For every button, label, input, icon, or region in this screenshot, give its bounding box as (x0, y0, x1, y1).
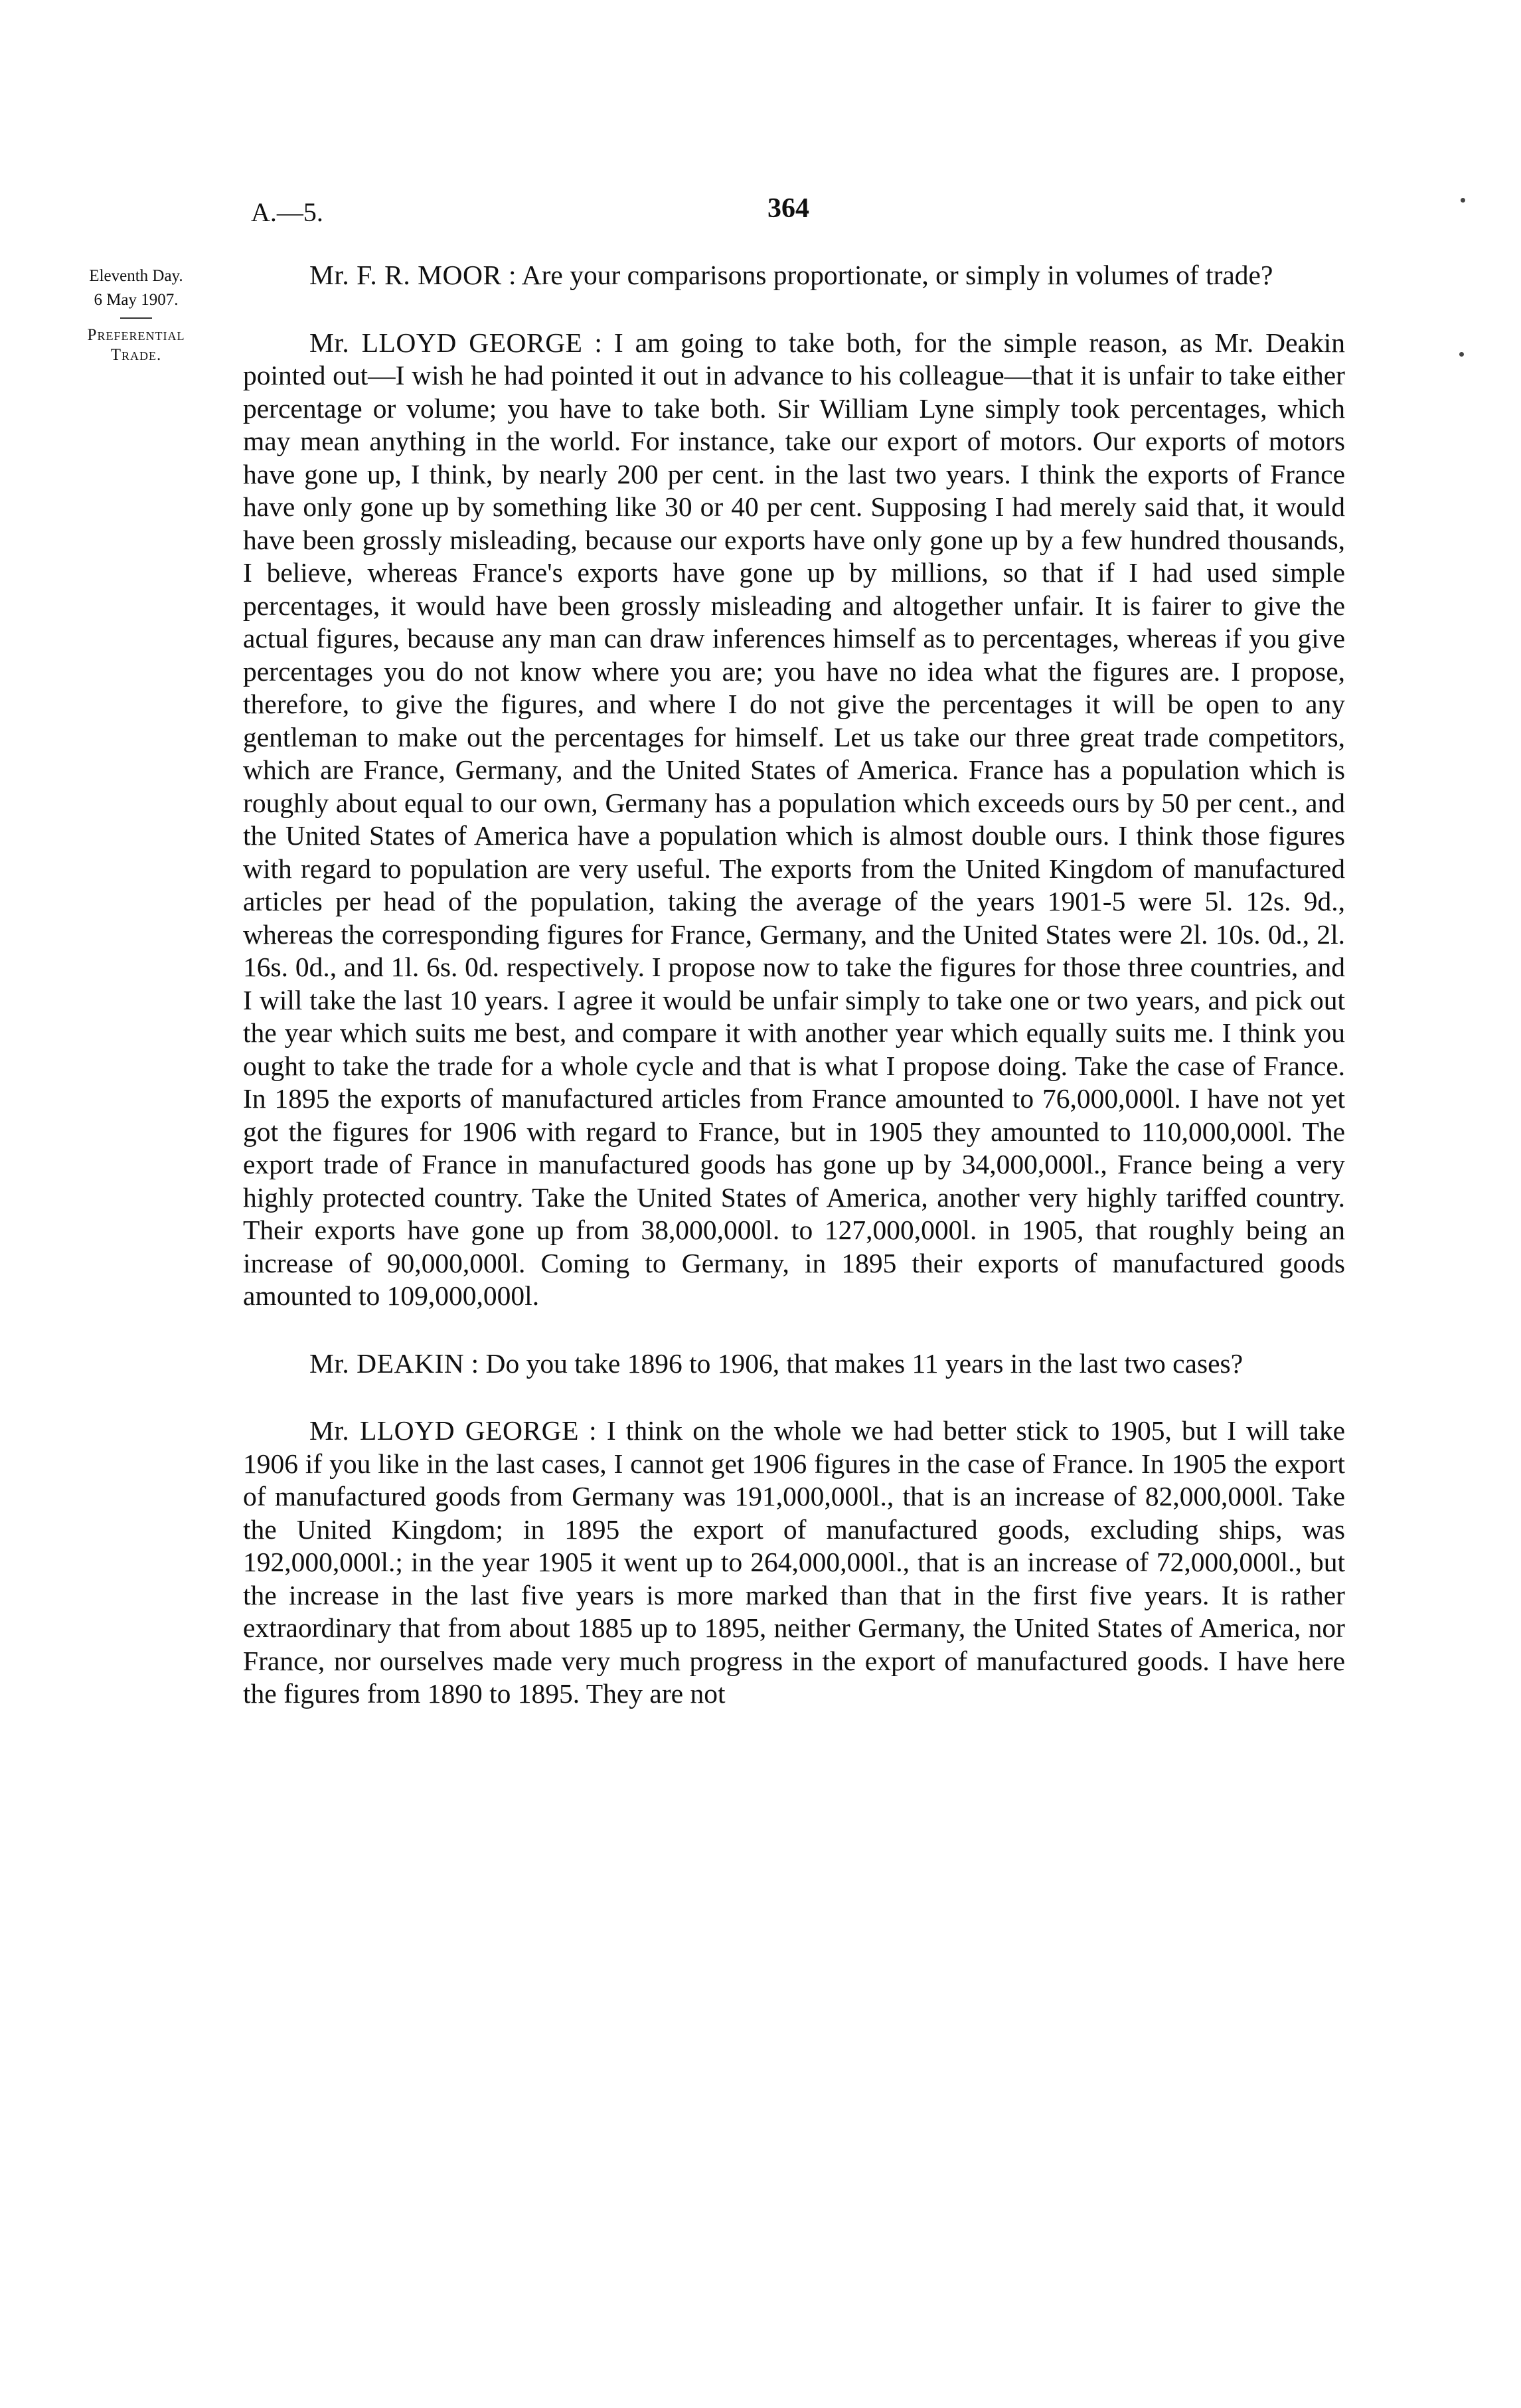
paragraph-lloyd-george-1 (243, 327, 1345, 1313)
margin-day: Eleventh Day. (89, 267, 183, 285)
speech-text: : I am going to take both, for the simple reason, as Mr. Deakin pointed out—I wish he had pointed it out in advance to his colleague—that it is unfair to take either percentage or volume; you have to take both. Sir William Lyne simply took percentages, which may mean anything in the world. For instance, take our export of motors. Our exports of motors have gone up, I think, by nearly 200 per cent. in the last two years. I think the exports of France have only gone up by something like 30 or 40 per cent. Supposing I had merely said that, it would have been grossly misleading, because our exports have only gone up by a few hundred thousands, I believe, whereas France's exports have gone up by millions, so that if I had used simple percentages, it would have been grossly misleading and altogether unfair. It is fairer to give the actual figures, because any man can draw inferences himself as to percentages, whereas if you give percentages you do not know where you are; you have no idea what the figures are. I propose, therefore, to give the figures, and where I do not give the percentages it will be open to any gentleman to make out the percentages for himself. Let us take our three great trade competitors, which are France, Germany, and the United States of America. France has a population which is roughly about equal to our own, Germany has a population which exceeds ours by 50 per cent., and the United States of America have a population which is almost double ours. I think those figures with regard to population are very useful. The exports from the United Kingdom of manufactured articles per head of the population, taking the average of the years 1901-5 were 5l. 12s. 9d., whereas the corresponding figures for France, Germany, and the United States were 2l. 10s. 0d., 2l. 16s. 0d., and 1l. 6s. 0d. respectively. I propose now to take the figures for those three countries, and I will take the last 10 years. I agree it would be unfair simply to take one or two years, and pick out the year which suits me best, and compare it with another year which equally suits me. I think you ought to take the trade for a whole cycle and that is what I propose doing. Take the case of France. In 1895 the exports of manufactured articles from France amounted to 76,000,000l. I have not yet got the figures for 1906 with regard to France, but in 1905 they amounted to 110,000,000l. The export trade of France in manufactured goods has gone up by 34,000,000l., France being a very highly protected country. Take the United States of America, another very highly tariffed country. Their exports have gone up from 38,000,000l. to 127,000,000l. in 1905, that roughly being an increase of 90,000,000l. Coming to Germany, in 1895 their exports of manufactured goods amounted to 109,000,000l. (243, 327, 1345, 1311)
speech-text: : Do you take 1896 to 1906, that makes 11 years in the last two cases? (471, 1347, 1243, 1379)
margin-note (53, 264, 219, 365)
paragraph-deakin (243, 1347, 1345, 1381)
page-speck (1461, 198, 1465, 203)
paragraph-lloyd-george-2 (243, 1415, 1345, 1711)
page-number: 364 (767, 193, 809, 224)
document-body (243, 259, 1345, 1711)
speech-text: : Are your comparisons proportionate, or simply in volumes of trade? (509, 260, 1273, 290)
margin-topic-line1: Preferential (87, 326, 185, 344)
page-speck (1459, 352, 1464, 357)
speaker-name: Mr. LLOYD GEORGE (309, 327, 583, 358)
speech-text: : I think on the whole we had better stick to 1905, but I will take 1906 if you like in the last cases, I cannot get 1906 figures in the case of France. In 1905 the export of manufactured goods from Germany was 191,000,000l., that is an increase of 82,000,000l. Take the United Kingdom; in 1895 the export of manufactured goods, excluding ships, was 192,000,000l.; in the year 1905 it went up to 264,000,000l., that is an increase of 72,000,000l., but the increase in the last five years is more marked than that in the first five years. It is rather extraordinary that from about 1885 up to 1895, neither Germany, the United States of America, nor France, nor ourselves made very much progress in the export of manufactured goods. I have here the figures from 1890 to 1895. They are not (243, 1415, 1345, 1709)
margin-divider (120, 317, 152, 319)
speaker-name: Mr. DEAKIN (309, 1347, 465, 1379)
margin-topic-line2: Trade. (110, 346, 162, 364)
margin-date: 6 May 1907. (94, 291, 179, 309)
speaker-name: Mr. LLOYD GEORGE (309, 1415, 579, 1446)
page-reference: A.—5. (251, 197, 323, 227)
speaker-name: Mr. F. R. MOOR (309, 260, 502, 290)
paragraph-moor (243, 259, 1345, 292)
